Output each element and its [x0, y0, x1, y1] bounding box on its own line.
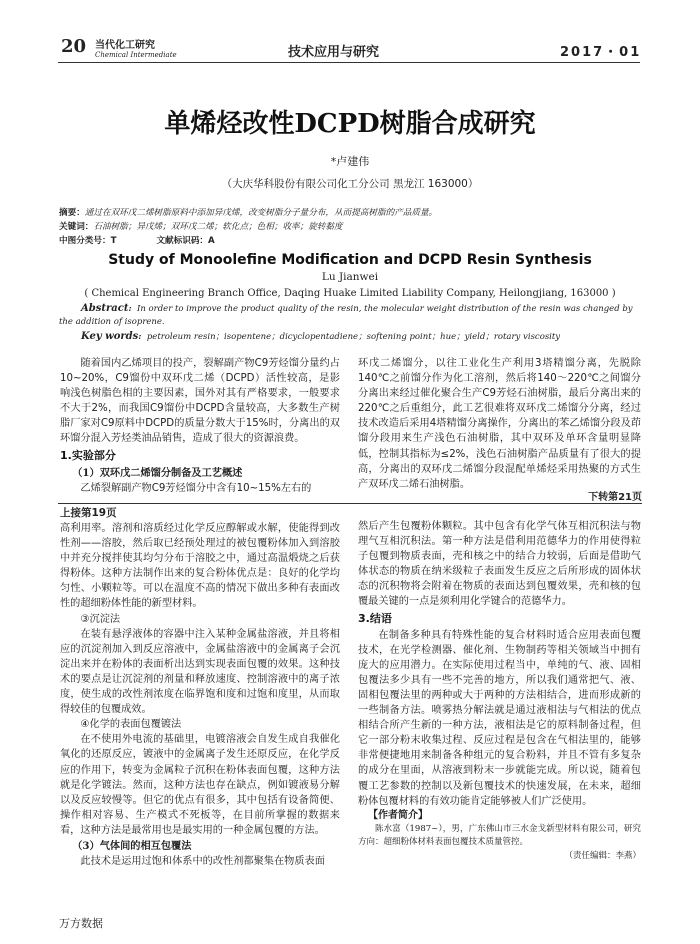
header-rule: [58, 62, 640, 63]
keywords-cn-text: 石油树脂；异戊烯；双环戊二烯；软化点；色相；收率；旋转黏度: [93, 222, 343, 232]
author-en: Lu Jianwei: [321, 271, 379, 283]
paper-title-en: Study of Monoolefine Modification and DCPD Resin Synthesis: [108, 252, 592, 268]
footer-watermark: 万方数据: [59, 917, 103, 930]
subheading: ④化学的表面包覆镀法: [80, 719, 182, 731]
paragraph: 在装有悬浮液体的容器中注入某种金属盐溶液，并且将相应的沉淀剂加入到反应溶液中，金属盐溶液中的金属离子会沉淀出来并在粉体的表面析出达到实现表面包覆的效果。这种技术的要点是让沉淀剂的剂量和释放速度、控制溶液中的离子浓度，使生成的改性剂浓度在临界饱和度和过饱和度里，从而取得较佳的包覆成效。: [60, 628, 340, 716]
author-bio: 陈水富（1987~），男，广东佛山市三水金戈新型材料有限公司，研究方向：超细粉体材料表面包覆技术质量管控。: [358, 823, 641, 847]
section-divider: [58, 503, 642, 504]
author-bio-label: 【作者简介】: [368, 809, 428, 821]
journal-name-cn: 当代化工研究: [95, 40, 155, 51]
continued-from-label: 上接第19页: [60, 507, 117, 519]
section-title: 技术应用与研究: [288, 45, 380, 60]
subsection-heading: （3）气体间的相互包覆法: [72, 839, 192, 852]
abstract-cn: [59, 207, 644, 221]
affiliation-en: ( Chemical Engineering Branch Office, Daqing Huake Limited Liability Company, Heilongjiang, 163000 ): [84, 288, 616, 299]
abstract-en-label: Abstract: [81, 303, 129, 314]
subheading: ③沉淀法: [80, 613, 121, 625]
paragraph: 然后产生包覆粉体颗粒。其中包含有化学气体互相沉积法与物理气互相沉积法。第一种方法是借利用范德华力的作用使得粒子包覆到物质表面，壳和核之中的结合力较弱，后面是借助气体状态的物质在纳米级粒子表面发生反应之后所形成的固体状态的沉积物将会附着在物质的表面达到包覆效果，壳和核的包覆最关键的一点是须利用化学键合的范德华力。: [358, 521, 641, 608]
classification: [59, 235, 644, 249]
paragraph: 此技术是运用过饱和体系中的改性剂都聚集在物质表面: [80, 855, 325, 867]
paragraph: 在制备多种具有特殊性能的复合材料时适合应用表面包覆技术，在光学检测器、催化剂、生物制药等相关领域当中拥有庞大的应用潜力。在实际使用过程当中，单纯的气、液、固相包覆法多少具有一些不完善的地方，所以我们通常把气、液、固相包覆法里的两种或大于两种的方法相结合，进而形成新的一些制备方法。喷雾热分解法就是通过液相法与气相法的优点相结合所产生新的一种方法，液相法是它的原料制备过程，但它一部分粉末收集过程、反应过程是包含在气相法里的，能够非常便捷地用来制备各种组元的复合粉料，并且不管有多复杂的成分在里面，从溶液到粉末一步就能完成。所以说，随着包覆工艺参数的控制以及新包覆技术的快速发展，在未来，超细粉体包覆材料的有效功能肯定能够被人们广泛使用。: [358, 629, 641, 807]
affiliation-cn: （大庆华科股份有限公司化工分公司 黑龙江 163000）: [221, 178, 479, 190]
abstract-en-text: In order to improve the product quality of the resin, the molecular weight distribution of the resin was changed by the addition of isoprene.: [59, 304, 633, 327]
top-left-column: [60, 356, 340, 496]
subsection-heading: （1）双环戊二烯馏分制备及工艺概述: [72, 466, 243, 479]
author-cn: *卢建伟: [330, 155, 370, 168]
classification-value: T: [110, 236, 117, 246]
abstract-cn-label: 摘要：: [59, 208, 85, 218]
keywords-en-text: petroleum resin；isopentene；dicyclopentadiene；softening point；hue；yield；rotary viscosity: [146, 332, 561, 342]
page-number: 20: [61, 36, 87, 57]
keywords-cn: [59, 221, 644, 235]
continued-on-label: 下转第21页: [588, 492, 642, 503]
abstract-en: Abstract: In order to improve the product quality of the resin, the molecular weight distribution of the resin was changed by the addition of isoprene.: [59, 303, 633, 327]
keywords-en: Key words: petroleum resin；isopentene；dicyclopentadiene；softening point；hue；yield；rotary viscosity: [81, 331, 561, 342]
paragraph: 高利用率。溶剂和溶质经过化学反应醇解或水解，使能得到改性剂——溶胶，然后取已经预处理过的被包覆粉体加入到溶胶中并充分搅拌使其均匀分布于溶胶之中，通过高温煅烧之后获得粉体。这种方法制作出来的复合粉体优点是：良好的化学均匀性、小颗粒等。可以在温度不高的情况下做出多种有表面改性的超细粉体性能的新型材料。: [60, 523, 340, 610]
section-heading: 3.结语: [358, 611, 392, 625]
responsible-editor: （责任编辑：李燕）: [564, 850, 641, 861]
keywords-en-label: Key words: [81, 331, 139, 342]
paragraph: 环戊二烯馏分，以往工业化生产利用3塔精馏分离，先脱除140℃之前馏分作为化工溶剂，然后将140～220℃之间馏分分离出来经过催化聚合生产C9芳烃石油树脂，最后分离出来的220℃之后重组分，此工艺很难将双环戊二烯馏分分离，经过技术改造后采用4塔精馏分离操作，分离出的苯乙烯馏分段及茚馏分段用来生产浅色石油树脂，其中双环及单环含量明显降低，控制其指标为≤2%，浅色石油树脂产品质量有了很大的提高，分离出的双环戊二烯馏分段混配单烯烃采用热聚的方式生产双环戊二烯石油树脂。: [358, 358, 641, 490]
journal-name-en: Chemical Intermediate: [95, 51, 177, 59]
document-code-label: 文献标识码：: [156, 236, 209, 246]
abstract-cn-text: 通过在双环戊二烯树脂原料中添加异戊烯，改变树脂分子量分布，从而提高树脂的产品质量。: [84, 208, 438, 218]
paper-title-cn: 单烯烃改性DCPD树脂合成研究: [164, 109, 536, 139]
keywords-cn-label: 关键词：: [59, 222, 94, 232]
bottom-left-column: [60, 506, 340, 869]
top-right-column: [358, 356, 641, 492]
document-code-value: A: [208, 236, 215, 246]
classification-label: 中图分类号：: [59, 236, 111, 246]
bottom-right-column: [358, 519, 641, 863]
paragraph: 乙烯裂解副产物C9芳烃馏分中含有10~15%左右的: [80, 482, 312, 494]
section-heading: 1.实验部分: [60, 448, 116, 462]
issue-number: 2017・01: [560, 45, 642, 60]
paragraph: 在不使用外电流的基础里，电镀溶液会自发生成自我催化氧化的还原反应，镀液中的金属离子发生还原反应，在化学反应的作用下，转变为金属粒子沉积在粉体表面包覆，这种方法就是化学镀法。然而，这种方法也存在缺点，例如镀液易分解以及反应较慢等。但它的优点有很多，其中包括有设备简便、操作相对容易、生产模式不死板等，在目前所掌握的数据来看，这种方法是最常用也是最实用的一种金属包覆的方法。: [60, 734, 340, 836]
paragraph: 随着国内乙烯项目的投产，裂解副产物C9芳烃馏分量约占10~20%，C9馏份中双环戊二烯（DCPD）活性较高，是影响浅色树脂色相的主要因素，国外对其有严格要求，一般要求不大于2%，而我国C9馏份中DCPD含量较高，大多数生产树脂厂家对C9原料中DCPD的质量分数大于15%时，分离出的双环馏分混入芳烃类油品销售，造成了很大的资源浪费。: [60, 358, 340, 445]
